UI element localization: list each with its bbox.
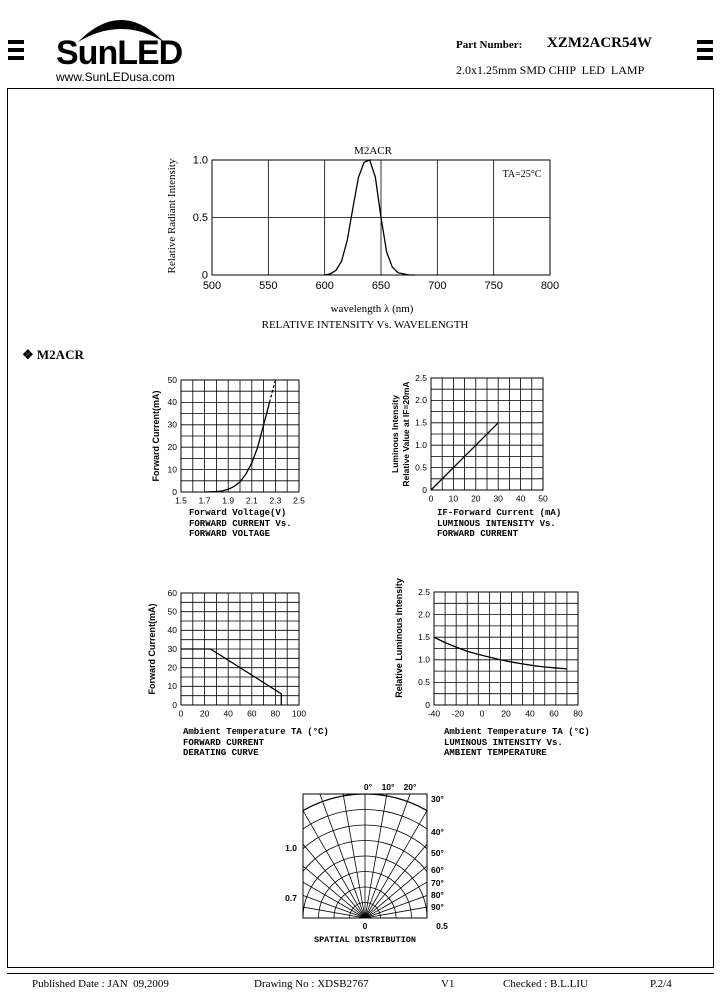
x-tick-label: -20 (451, 708, 465, 719)
y-tick-label: 60 (167, 587, 177, 598)
x-tick-label: 1.7 (198, 495, 211, 506)
luminous-current-chart (385, 370, 565, 542)
y-tick-label: 10 (167, 681, 177, 692)
y-tick-label: 40 (167, 625, 177, 636)
x-tick-label: 550 (259, 280, 278, 292)
brand-logo (56, 4, 186, 84)
x-tick-label: 40 (223, 708, 233, 719)
chart-title: SPATIAL DISTRIBUTION (313, 935, 417, 945)
luminous-temperature-chart (390, 568, 590, 760)
product-subtitle: 2.0x1.25mm SMD CHIP LED LAMP (456, 63, 645, 77)
radial-label-left: 0.7 (285, 893, 297, 903)
y-tick-label: 1.5 (418, 632, 430, 643)
x-tick-label: 40 (525, 708, 535, 719)
y-tick-label: 30 (167, 643, 177, 654)
angle-label: 70° (431, 878, 444, 888)
y-tick-label: 2.5 (418, 586, 430, 597)
angle-label: 40° (431, 827, 444, 837)
x-axis-label: Ambient Temperature TA (°C) (444, 727, 590, 737)
spectrum-chart (150, 128, 590, 338)
x-tick-label: 2.1 (245, 495, 258, 506)
x-tick-label: 20 (501, 708, 511, 719)
chart-inner-title: M2ACR (354, 145, 392, 157)
angle-label: 50° (431, 848, 444, 858)
forward-voltage-chart (145, 372, 315, 542)
chart-title-line: FORWARD CURRENT (437, 529, 519, 539)
x-tick-label: 80 (270, 708, 281, 719)
x-axis-label: IF-Forward Current (mA) (437, 508, 562, 518)
part-number-label: Part Number: (456, 39, 523, 51)
radial-label-bottom: 0.5 (436, 921, 448, 931)
y-tick-label: 0.5 (192, 212, 208, 225)
y-tick-label: 1.0 (192, 154, 208, 167)
x-tick-label: -40 (427, 708, 441, 719)
y-tick-label: 0 (201, 269, 208, 282)
y-axis-label: Relative Luminous Intensity (394, 578, 404, 698)
x-tick-label: 600 (315, 280, 334, 292)
spatial-distribution-chart (275, 778, 455, 948)
x-tick-label: 60 (247, 708, 257, 719)
x-tick-label: 40 (515, 493, 526, 504)
x-tick-label: 10 (448, 493, 459, 504)
menu-left-icon (8, 40, 24, 60)
y-tick-label: 0.5 (418, 677, 430, 688)
x-tick-label: 100 (291, 708, 307, 719)
x-tick-label: 500 (202, 280, 222, 292)
x-tick-label: 50 (538, 493, 548, 504)
x-tick-label: 0 (428, 493, 434, 504)
y-tick-label: 20 (167, 662, 177, 673)
menu-right-icon (697, 40, 713, 60)
y-tick-label: 0 (425, 699, 430, 710)
x-tick-label: 0 (479, 708, 485, 719)
x-tick-label: 80 (573, 708, 583, 719)
y-tick-label: 1.0 (415, 440, 427, 451)
y-axis-label-line: Relative Value at IF=20mA (401, 381, 411, 487)
x-tick-label: 20 (199, 708, 210, 719)
chart-title-line: LUMINOUS INTENSITY Vs. (444, 738, 563, 748)
chart-title-line: FORWARD CURRENT Vs. (189, 519, 292, 529)
chart-title-line: AMBIENT TEMPERATURE (444, 748, 547, 758)
y-axis-label-line: Luminous Intensity (390, 395, 400, 473)
x-axis-label: wavelength λ (nm) (330, 303, 414, 315)
temperature-annotation: TA=25°C (502, 169, 542, 180)
y-tick-label: 0.5 (415, 462, 427, 473)
chart-title-line: LUMINOUS INTENSITY Vs. (437, 519, 556, 529)
angle-label: 0° (363, 782, 373, 792)
radial-label-bottom: 0 (362, 921, 368, 931)
x-tick-label: 2.5 (293, 495, 305, 506)
y-tick-label: 1.5 (415, 417, 427, 428)
section-title-text: M2ACR (36, 347, 84, 362)
x-tick-label: 2.3 (269, 495, 282, 506)
chart-title-line: DERATING CURVE (183, 748, 259, 758)
y-tick-label: 20 (167, 442, 177, 453)
y-tick-label: 2.0 (415, 395, 427, 406)
y-tick-label: 2.0 (418, 609, 430, 620)
y-tick-label: 2.5 (415, 372, 427, 383)
published-date: Published Date : JAN 09,2009 (32, 978, 169, 990)
angle-label: 60° (431, 865, 444, 875)
x-tick-label: 1.5 (175, 495, 187, 506)
x-tick-label: 800 (540, 280, 560, 292)
x-tick-label: 60 (549, 708, 559, 719)
derating-chart (145, 585, 335, 760)
chart-title-line: FORWARD CURRENT (183, 738, 265, 748)
y-tick-label: 50 (167, 606, 177, 617)
page-number: P.2/4 (650, 978, 672, 990)
angle-label: 90° (431, 902, 444, 912)
y-tick-label: 30 (167, 419, 177, 430)
x-axis-label: Ambient Temperature TA (°C) (183, 727, 329, 737)
x-tick-label: 650 (371, 280, 391, 292)
y-axis-label: Forward Current(mA) (147, 603, 157, 695)
y-tick-label: 1.0 (418, 654, 430, 665)
y-axis-label: Relative Radiant Intensity (166, 158, 178, 274)
diamond-bullet-icon: ❖ (22, 347, 34, 362)
version: V1 (441, 978, 455, 990)
part-number: XZM2ACR54W (547, 35, 652, 51)
y-tick-label: 40 (167, 397, 177, 408)
y-tick-label: 10 (167, 464, 177, 475)
y-axis-label: Forward Current(mA) (151, 390, 161, 482)
x-axis-label: Forward Voltage(V) (189, 508, 287, 518)
x-tick-label: 1.9 (222, 495, 235, 506)
angle-label: 30° (431, 794, 444, 804)
radial-label-left: 1.0 (285, 843, 297, 853)
angle-label: 80° (431, 890, 444, 900)
angle-label: 10° (381, 782, 395, 792)
x-tick-label: 30 (493, 493, 503, 504)
brand-url[interactable]: www.SunLEDusa.com (56, 70, 175, 84)
y-tick-label: 0 (172, 699, 177, 710)
y-tick-label: 0 (422, 484, 427, 495)
angle-label: 20° (403, 782, 417, 792)
chart-title: RELATIVE INTENSITY Vs. WAVELENGTH (261, 319, 469, 331)
angle-spoke (275, 818, 365, 918)
y-tick-label: 50 (167, 374, 177, 385)
brand-name: SunLED (56, 34, 183, 72)
footer-divider (7, 973, 714, 974)
section-title (22, 347, 84, 363)
checked-by: Checked : B.L.LIU (503, 978, 588, 990)
x-tick-label: 750 (484, 280, 503, 292)
x-tick-label: 0 (178, 708, 184, 719)
chart-title-line: FORWARD VOLTAGE (189, 529, 271, 539)
x-tick-label: 20 (471, 493, 481, 504)
x-tick-label: 700 (428, 280, 447, 292)
drawing-number: Drawing No : XDSB2767 (254, 978, 369, 990)
y-tick-label: 0 (172, 486, 177, 497)
